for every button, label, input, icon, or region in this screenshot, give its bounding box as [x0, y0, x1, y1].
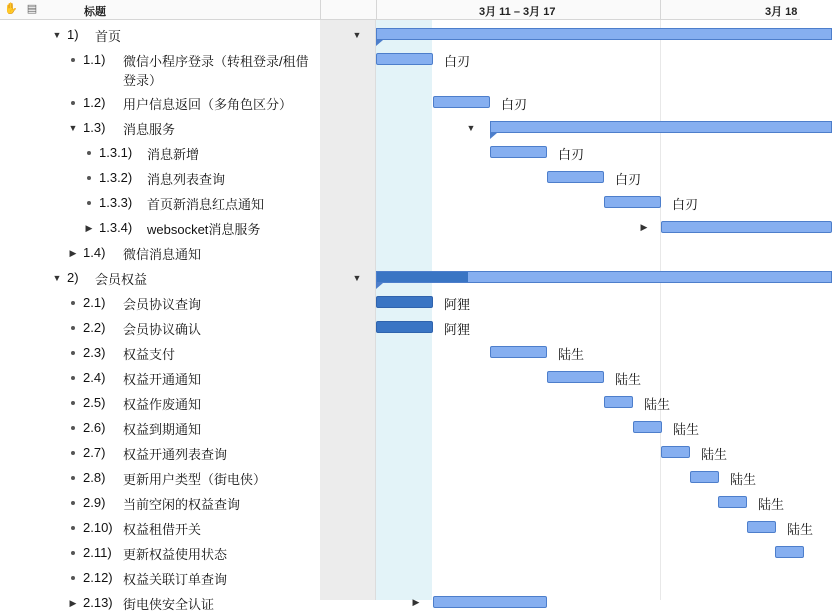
chart-collapse-icon[interactable]: ▼ — [352, 30, 362, 40]
resource-label: 阿狸 — [444, 297, 471, 312]
task-row[interactable] — [0, 539, 320, 564]
task-bar[interactable] — [547, 371, 604, 383]
task-title[interactable]: 微信消息通知 — [123, 247, 202, 262]
bullet-icon — [71, 58, 75, 62]
week-header-2: 3月 18 — [765, 6, 798, 18]
bullet-icon — [71, 501, 75, 505]
task-title[interactable]: 权益关联订单查询 — [123, 572, 228, 587]
task-row[interactable] — [0, 514, 320, 539]
task-outline — [0, 20, 320, 612]
task-row[interactable] — [0, 46, 320, 89]
bullet-icon — [87, 151, 91, 155]
task-title[interactable]: 消息列表查询 — [147, 172, 226, 187]
resource-label: 陆生 — [673, 422, 700, 437]
task-title[interactable]: 街电侠安全认证 — [123, 597, 215, 612]
expand-subtasks-icon[interactable]: ▶ — [412, 597, 420, 607]
task-bar[interactable] — [661, 221, 832, 233]
bullet-icon — [71, 551, 75, 555]
task-title[interactable]: 首页 — [95, 29, 122, 44]
summary-bar[interactable] — [376, 271, 832, 283]
task-number: 1.3.2) — [99, 170, 133, 185]
summary-bracket — [376, 283, 383, 289]
task-row[interactable] — [0, 339, 320, 364]
task-title[interactable]: 权益开通通知 — [123, 372, 202, 387]
expand-subtasks-icon[interactable]: ▶ — [640, 222, 648, 232]
task-row[interactable] — [0, 289, 320, 314]
bullet-icon — [87, 176, 91, 180]
task-title[interactable]: 微信小程序登录（转租登录/租借登录） — [123, 54, 309, 88]
bullet-icon — [87, 201, 91, 205]
resource-label: 陆生 — [758, 497, 785, 512]
disclosure-expanded-icon[interactable]: ▼ — [68, 123, 78, 133]
task-number: 2.7) — [83, 445, 106, 460]
header-divider — [320, 0, 321, 20]
task-bar[interactable] — [604, 196, 661, 208]
task-bar[interactable] — [376, 296, 433, 308]
task-title[interactable]: 消息服务 — [123, 122, 176, 137]
task-title[interactable]: 首页新消息红点通知 — [147, 197, 265, 212]
task-title[interactable]: 权益作废通知 — [123, 397, 202, 412]
bullet-icon — [71, 451, 75, 455]
summary-bracket — [490, 133, 497, 139]
task-row[interactable] — [0, 464, 320, 489]
task-number: 2.1) — [83, 295, 106, 310]
task-title[interactable]: 会员协议确认 — [123, 322, 202, 337]
task-row[interactable] — [0, 114, 320, 139]
task-row[interactable] — [0, 164, 320, 189]
task-number: 2.8) — [83, 470, 106, 485]
resource-label: 陆生 — [615, 372, 642, 387]
task-number: 2.3) — [83, 345, 106, 360]
task-number: 2.11) — [83, 545, 112, 560]
task-bar[interactable] — [690, 471, 719, 483]
task-row[interactable] — [0, 389, 320, 414]
resource-label: 白刃 — [615, 172, 642, 187]
task-row[interactable] — [0, 21, 320, 46]
task-title[interactable]: 消息新增 — [147, 147, 200, 162]
task-title[interactable]: 更新权益使用状态 — [123, 547, 228, 562]
disclosure-expanded-icon[interactable]: ▼ — [52, 30, 62, 40]
task-number: 2.5) — [83, 395, 106, 410]
task-number: 1.3.3) — [99, 195, 133, 210]
task-number: 1.3.4) — [99, 220, 133, 235]
resource-label: 白刃 — [444, 54, 471, 69]
disclosure-collapsed-icon[interactable]: ▶ — [85, 223, 93, 233]
resource-label: 白刃 — [501, 97, 528, 112]
task-title[interactable]: websocket消息服务 — [147, 222, 261, 237]
resource-label: 陆生 — [787, 522, 814, 537]
task-number: 2.13) — [83, 595, 113, 610]
bullet-icon — [71, 101, 75, 105]
chart-collapse-icon[interactable]: ▼ — [352, 273, 362, 283]
task-row[interactable] — [0, 189, 320, 214]
disclosure-collapsed-icon[interactable]: ▶ — [69, 248, 77, 258]
task-bar[interactable] — [661, 446, 690, 458]
bullet-icon — [71, 376, 75, 380]
task-number: 1.3) — [83, 120, 106, 135]
summary-bar[interactable] — [376, 28, 832, 40]
column-header-title[interactable]: 标题 — [84, 6, 106, 18]
bullet-icon — [71, 476, 75, 480]
task-title[interactable]: 权益支付 — [123, 347, 176, 362]
task-bar[interactable] — [547, 171, 604, 183]
task-bar[interactable] — [747, 521, 776, 533]
task-number: 1.1) — [83, 52, 106, 67]
task-title[interactable]: 当前空闲的权益查询 — [123, 497, 241, 512]
header-divider — [376, 0, 377, 20]
task-row[interactable] — [0, 589, 320, 614]
header-bar — [0, 0, 800, 20]
task-number: 2.9) — [83, 495, 106, 510]
hand-icon[interactable]: ✋ — [4, 3, 18, 15]
resource-label: 白刃 — [558, 147, 585, 162]
task-row[interactable] — [0, 139, 320, 164]
current-week-band — [376, 20, 432, 600]
task-bar[interactable] — [376, 53, 433, 65]
bullet-icon — [71, 326, 75, 330]
task-title[interactable]: 权益开通列表查询 — [123, 447, 228, 462]
bullet-icon — [71, 301, 75, 305]
bullet-icon — [71, 351, 75, 355]
bullet-icon — [71, 401, 75, 405]
bullet-icon — [71, 426, 75, 430]
bullet-icon — [71, 526, 75, 530]
task-row[interactable] — [0, 414, 320, 439]
task-row[interactable] — [0, 439, 320, 464]
task-title[interactable]: 用户信息返回（多角色区分） — [123, 97, 293, 112]
task-bar[interactable] — [490, 346, 547, 358]
task-row[interactable] — [0, 264, 320, 289]
disclosure-expanded-icon[interactable]: ▼ — [52, 273, 62, 283]
summary-progress — [377, 272, 468, 282]
task-number: 1.2) — [83, 95, 106, 110]
task-row[interactable] — [0, 89, 320, 114]
task-bar[interactable] — [376, 321, 433, 333]
week-header-1: 3月 11 – 3月 17 — [479, 6, 556, 18]
task-bar[interactable] — [633, 421, 662, 433]
resource-label: 白刃 — [672, 197, 699, 212]
task-title[interactable]: 更新用户类型（街电侠） — [123, 472, 267, 487]
task-number: 1.4) — [83, 245, 106, 260]
resource-label: 陆生 — [558, 347, 585, 362]
week-gridline — [660, 20, 661, 600]
disclosure-collapsed-icon[interactable]: ▶ — [69, 598, 77, 608]
task-number: 2.6) — [83, 420, 106, 435]
task-number: 2.4) — [83, 370, 106, 385]
summary-bracket — [376, 40, 383, 46]
task-number: 1.3.1) — [99, 145, 133, 160]
task-number: 2.2) — [83, 320, 106, 335]
resource-label: 阿狸 — [444, 322, 471, 337]
task-row[interactable] — [0, 214, 320, 239]
task-number: 2.10) — [83, 520, 113, 535]
resource-label: 陆生 — [701, 447, 728, 462]
task-bar[interactable] — [604, 396, 633, 408]
task-title[interactable]: 会员权益 — [95, 272, 148, 287]
note-icon[interactable]: ▤ — [26, 3, 38, 15]
task-row[interactable] — [0, 314, 320, 339]
task-title[interactable]: 权益租借开关 — [123, 522, 202, 537]
task-bar[interactable] — [433, 96, 490, 108]
task-number: 1) — [67, 27, 79, 42]
task-bar[interactable] — [433, 596, 547, 608]
resource-label: 陆生 — [730, 472, 757, 487]
task-title[interactable]: 会员协议查询 — [123, 297, 202, 312]
task-row[interactable] — [0, 364, 320, 389]
task-title[interactable]: 权益到期通知 — [123, 422, 202, 437]
gantt-chart — [376, 20, 814, 607]
task-bar[interactable] — [490, 146, 547, 158]
task-bar[interactable] — [775, 546, 804, 558]
summary-bar[interactable] — [490, 121, 832, 133]
header-divider — [660, 0, 661, 20]
resource-label: 陆生 — [644, 397, 671, 412]
task-bar[interactable] — [718, 496, 747, 508]
task-row[interactable] — [0, 564, 320, 589]
bullet-icon — [71, 576, 75, 580]
task-row[interactable] — [0, 239, 320, 264]
task-number: 2) — [67, 270, 79, 285]
task-row[interactable] — [0, 489, 320, 514]
task-number: 2.12) — [83, 570, 113, 585]
chart-collapse-icon[interactable]: ▼ — [466, 123, 476, 133]
